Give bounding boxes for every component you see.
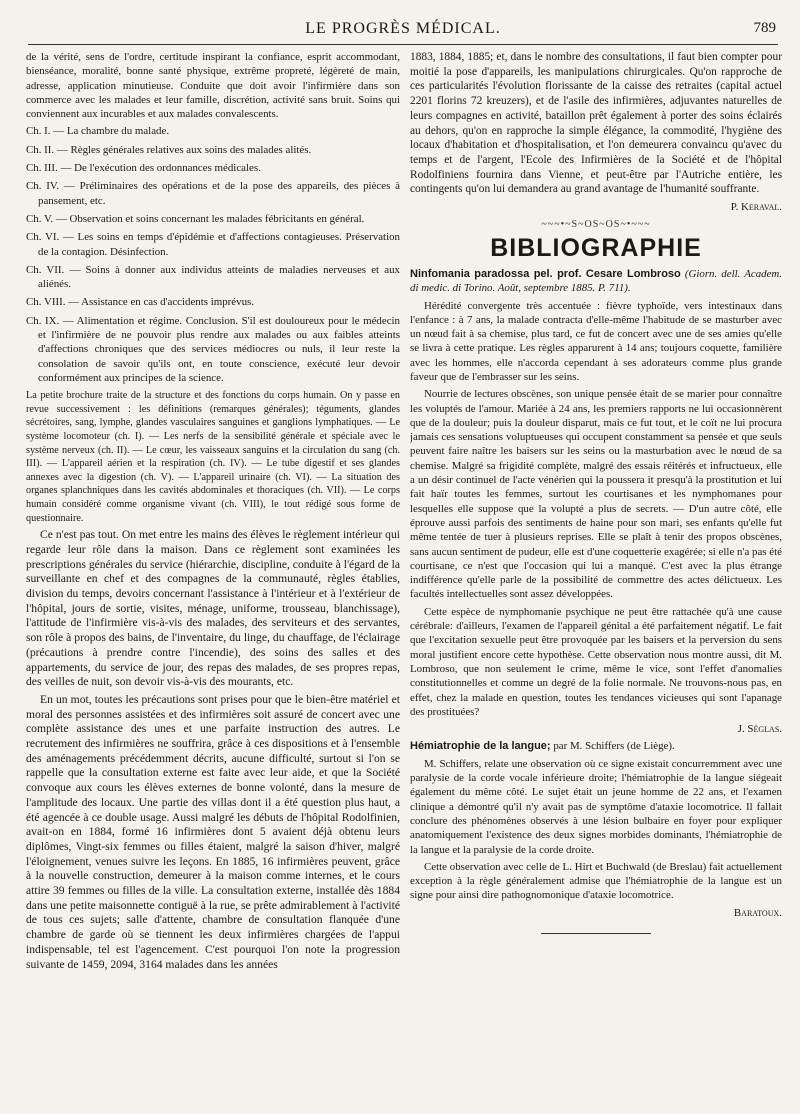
running-header xyxy=(28,18,778,45)
author-signature: P. Keraval. xyxy=(730,201,782,214)
chapter-item: Ch. I. — La chambre du malade. xyxy=(26,125,170,138)
right-column xyxy=(410,50,782,1102)
review-heading xyxy=(410,267,782,296)
review-paragraph: Nourrie de lectures obscènes, son unique pensée était de se marier pour connaître les voluptés de l'amour. Mariée à 24 ans, les premiers rapports ne lui occasionnèrent que de la douleur; puis la douleur disparut, mais ce fut tout, et le coït ne lui procura jamais ces sensations voluptueuses qui occupent constamment sa pensée et que seuls peuvent faire naître les baisers sur les seins ou la masturbation avec le nœud de sa chemise. Malgré sa frigidité complète, malgré des essais réitérés et infructueux, elle a un désir continuel de l'acte vénérien qui la poussera it presqu'à la prostitution et lui fait haïr toutes les femmes, surtout les courtisanes et les nymphomanes pour lesquelles elle suppose que la volupté a plus de secrets. — D'un autre côté, elle éprouve aussi parfois des sentiments de haine pour son mari, ses enfants qu'elle fut même tentée de tuer à plusieurs reprises. Elle se plaît à tenir des propos obscènes, sans aucun sentiment de pudeur, elle est d'une coquetterie exagérée; si elle n'a pas été courtisane, ce n'est que l'occasion qui lui a manqué. C'est avec la plus étrange indifférence qu'elle parle de la possibilité de commettre des actes délictueux. Les facultés intellectuelles sont assez développées. xyxy=(410,388,782,601)
chapter-item: Ch. II. — Règles générales relatives aux soins des malades alités. xyxy=(26,143,312,156)
author-signature: Baratoux. xyxy=(733,906,782,919)
section-heading: BIBLIOGRAPHIE xyxy=(490,233,702,262)
chapter-item: Ch. VI. — Les soins en temps d'épidémie et d'affections contagieuses. Préservation de la contagion. Désinfection. xyxy=(26,231,400,258)
review-paragraph: M. Schiffers, relate une observation où ce signe existait concurremment avec une paralysie de la corde vocale inférieure droite; l'hémiatrophie de la langue siégeait également du même côté. Le sujet était un jeune homme de 22 ans, et l'examen clinique a démontré qu'il n'y avait pas de symptôme d'ataxie locomotrice. Il fallait conclure des phénomènes observés à une lésion bulbaire en foyer pour expliquer anatomiquement l'existence des deux signes morbides dominants, l'hémiatrophie de la langue et la paralysie de la corde droite. xyxy=(410,757,782,856)
review-paragraph: Cette observation avec celle de L. Hirt et Buchwald (de Breslau) fait actuellement exception à la règle généralement admise que l'hémiatrophie de la langue est un signe pour ainsi dire pathognomonique d'ataxie locomotrice. xyxy=(410,860,782,902)
page-number: 789 xyxy=(753,20,776,36)
author-signature: J. Séglas. xyxy=(737,723,782,736)
chapter-item: Ch. V. — Observation et soins concernant les malades fébricitants en général. xyxy=(26,212,365,225)
ornament-divider: ~~~•~S~OS~OS~•~~~ xyxy=(541,219,651,231)
review-heading xyxy=(410,739,782,753)
body-paragraph: 1883, 1884, 1885; et, dans le nombre des consultations, il faut bien compter pour moitié la pose d'appareils, les manipulations chirurgicales. Qu'on rapproche de ces particularités l'évolution florissante de la caisse des retraites (capital actuel 2201 florins 72 kreuzers), et de l'asile des infirmières, adjuvantes naturelles de leurs compagnes en activité, bataillon prêt également à porter des soins éclairés au dehors, qu'on en rapproche la simple élégance, la commodité, l'hygiène des locaux d'habitation et d'hospitalisation, et l'on demeurera convaincu qu'avec du temps et de l'argent, l'Ecole des Infirmières de la Société et de l'hôpital Rodolfiniens fournira dans Vienne, et peut-être par l'Autriche entière, les contingents qu'on lui demandera au grand avantage de l'humanité souffrante. xyxy=(410,51,782,196)
chapter-item: Ch. IX. — Alimentation et régime. Conclusion. S'il est douloureux pour le médecin et l'infirmière de ne pouvoir plus rendre aux malades ou aux faibles atteints d'affections chroniques que des services médiocres ou nuls, il leur reste la consolation de savoir qu'ils ont, en toute conscience, exécuté leur devoir conformément aux principes de la science. xyxy=(26,314,400,384)
review-author: par M. Schiffers (de Liège). xyxy=(553,740,675,753)
review-source: (Giorn. dell. Academ. di medic. di Torino. Août, septembre 1885. P. 711). xyxy=(410,267,782,295)
review-title: Hémiatrophie de la langue; xyxy=(410,740,551,753)
intro-paragraph: de la vérité, sens de l'ordre, certitude inspirant la confiance, esprit accommodant, bienséance, moralité, bonne santé physique, extrême propreté, légèreté de main, adresse, application minutieuse. Conduite que doit avoir l'infirmière dans son commerce avec les malades et leur famille, discrétion, activité sans bruit. Soins qui conviennent aux incurables et aux malades convalescents. xyxy=(26,51,400,121)
chapter-item: Ch. VII. — Soins à donner aux individus atteints de maladies nerveuses et aux aliénés. xyxy=(26,263,400,291)
body-paragraph: En un mot, toutes les précautions sont prises pour que le bien-être matériel et moral des personnes assistées et des infirmières soit assuré de concert avec une complète assistance des unes et une parfaite instruction des autres. Le recrutement des infirmières ne souffrira, grâce à ces dispositions et à l'ensemble des aménagements précédemment décrits, aucune difficulté, surtout si l'on se rappelle que la consultation externe est faite avec leur aide, et que la Société convoque aux cours les élèves externes de bonne volonté, dans la mesure de l'amplitude des locaux. Une partie des villas dont il a été question plus haut, a été agencée à ce double usage. Aussi malgré les débuts de l'hôpital Rodolfinien, avait-on en 1884, formé 16 infirmières dont 5 avaient déjà obtenu leurs diplômes, Vingt-six femmes ou filles étaient, malgré la saison d'hiver, malgré l'éloignement, venues suivre les leçons. En 1885, 16 infirmières peuvent, grâce à la nouvelle construction, demeurer à la maison comme internes, et le cours attire 39 femmes ou filles de la ville. La consultation externe, installée dès 1884 dans une petite maisonnette contiguë à la rue, se prête admirablement à l'activité de tous ces sujets; salle d'attente, chambre de consultation flanquée d'une chambre de garde où se tiennent les deux infirmières chargées de l'appui indispensable, tel est l'agencement. C'est pourquoi l'on note la progression suivante de 1459, 2094, 3164 malades dans les années xyxy=(26,692,400,971)
review-paragraph: Cette espèce de nymphomanie psychique ne peut être rattachée qu'à une cause cérébrale: d'ailleurs, l'examen de l'appareil génital a été parfaitement négatif. Le fait que l'excitation sexuelle peut être provoquée par les baisers et la perversion du sens moral justifient encore cette hypothèse. Cette observation nous montre aussi, dit M. Lombroso, que non seulement le crime, même le vice, sont l'effet d'anomalies constitutionnelles et comme un degré de la folie normale. Ne trouvons-nous pas, en effet, chez la malade en question, toutes les tendances vicieuses qui sont l'apanage des prostituées? xyxy=(410,605,782,718)
chapter-item: Ch. III. — De l'exécution des ordonnances médicales. xyxy=(26,162,261,175)
journal-title: LE PROGRÈS MÉDICAL. xyxy=(305,20,501,37)
body-paragraph: Ce n'est pas tout. On met entre les mains des élèves le règlement intérieur qui regarde leur rôle dans la maison. Dans ce règlement sont examinées les prescriptions générales du service (hiérarchie, discipline, conduite à l'égard de la surveillante en chef et des compagnes de la communauté, règles établies, division du temps, devoirs concernant l'assistance à l'intérieur et à l'extérieur de l'hôpital, jours de sortie, visites, ménage, uniforme, trousseau, blanchissage), l'attitude de l'infirmière vis-à-vis des malades, des serviteurs et des servantes, son rôle à propos des bains, de l'inventaire, du linge, du chauffage, de l'éclairage (précautions à prendre contre l'incendie), des soins des salles et des appartements, du service de jour, des repas des malades, de ses propres repas, des veilles de nuit, son devoir vis-à-vis des mourants, etc. xyxy=(26,528,400,689)
left-column xyxy=(26,50,400,1102)
review-paragraph: Hérédité convergente très accentuée : fièvre typhoïde, vers intestinaux dans l'enfance : à 7 ans, la malade contracta d'elle-même l'habitude de se masturber avec un nœud fait à sa chemise, plus tard, ce fut de concert avec une de ses amies qu'elle se livra à cette pratique. Les règles apparurent à 14 ans; toujours coquette, familière avec les hommes, elle n'accorda cependant à ses adorateurs comme plus grande faveur que de l'embrasser sur les seins. xyxy=(410,299,782,383)
end-ornament xyxy=(410,926,782,940)
chapter-item: Ch. VIII. — Assistance en cas d'accidents imprévus. xyxy=(26,296,254,309)
review-title: Ninfomania paradossa pel. prof. Cesare Lombroso xyxy=(410,267,681,280)
brochure-paragraph: La petite brochure traite de la structure et des fonctions du corps humain. On y passe en revue successivement : les définitions (remarques générales); téguments, glandes sécrétoires, sang, lymphe, glandes vasculaires sanguines et ganglions lymphatiques. — Le système locomoteur (ch. I). — Les nerfs de la sensibilité générale et spéciale avec le système nerveux (ch. II). — Le cœur, les vaisseaux sanguins et la circulation du sang (ch. III). — L'appareil aérien et la respiration (ch. IV). — Le tube digestif et ses glandes annexes avec la digestion (ch. V). — L'appareil urinaire (ch. VI). — La situation des organes splanchniques dans les cavités abdominales et thoraciques (ch. VII). — Le corps humain considéré comme organisme vivant (ch. VIII), le tout rédigé sous forme de questionnaire. xyxy=(26,390,400,524)
chapter-item: Ch. IV. — Préliminaires des opérations et de la pose des appareils, des pièces à pansement, etc. xyxy=(26,180,400,207)
